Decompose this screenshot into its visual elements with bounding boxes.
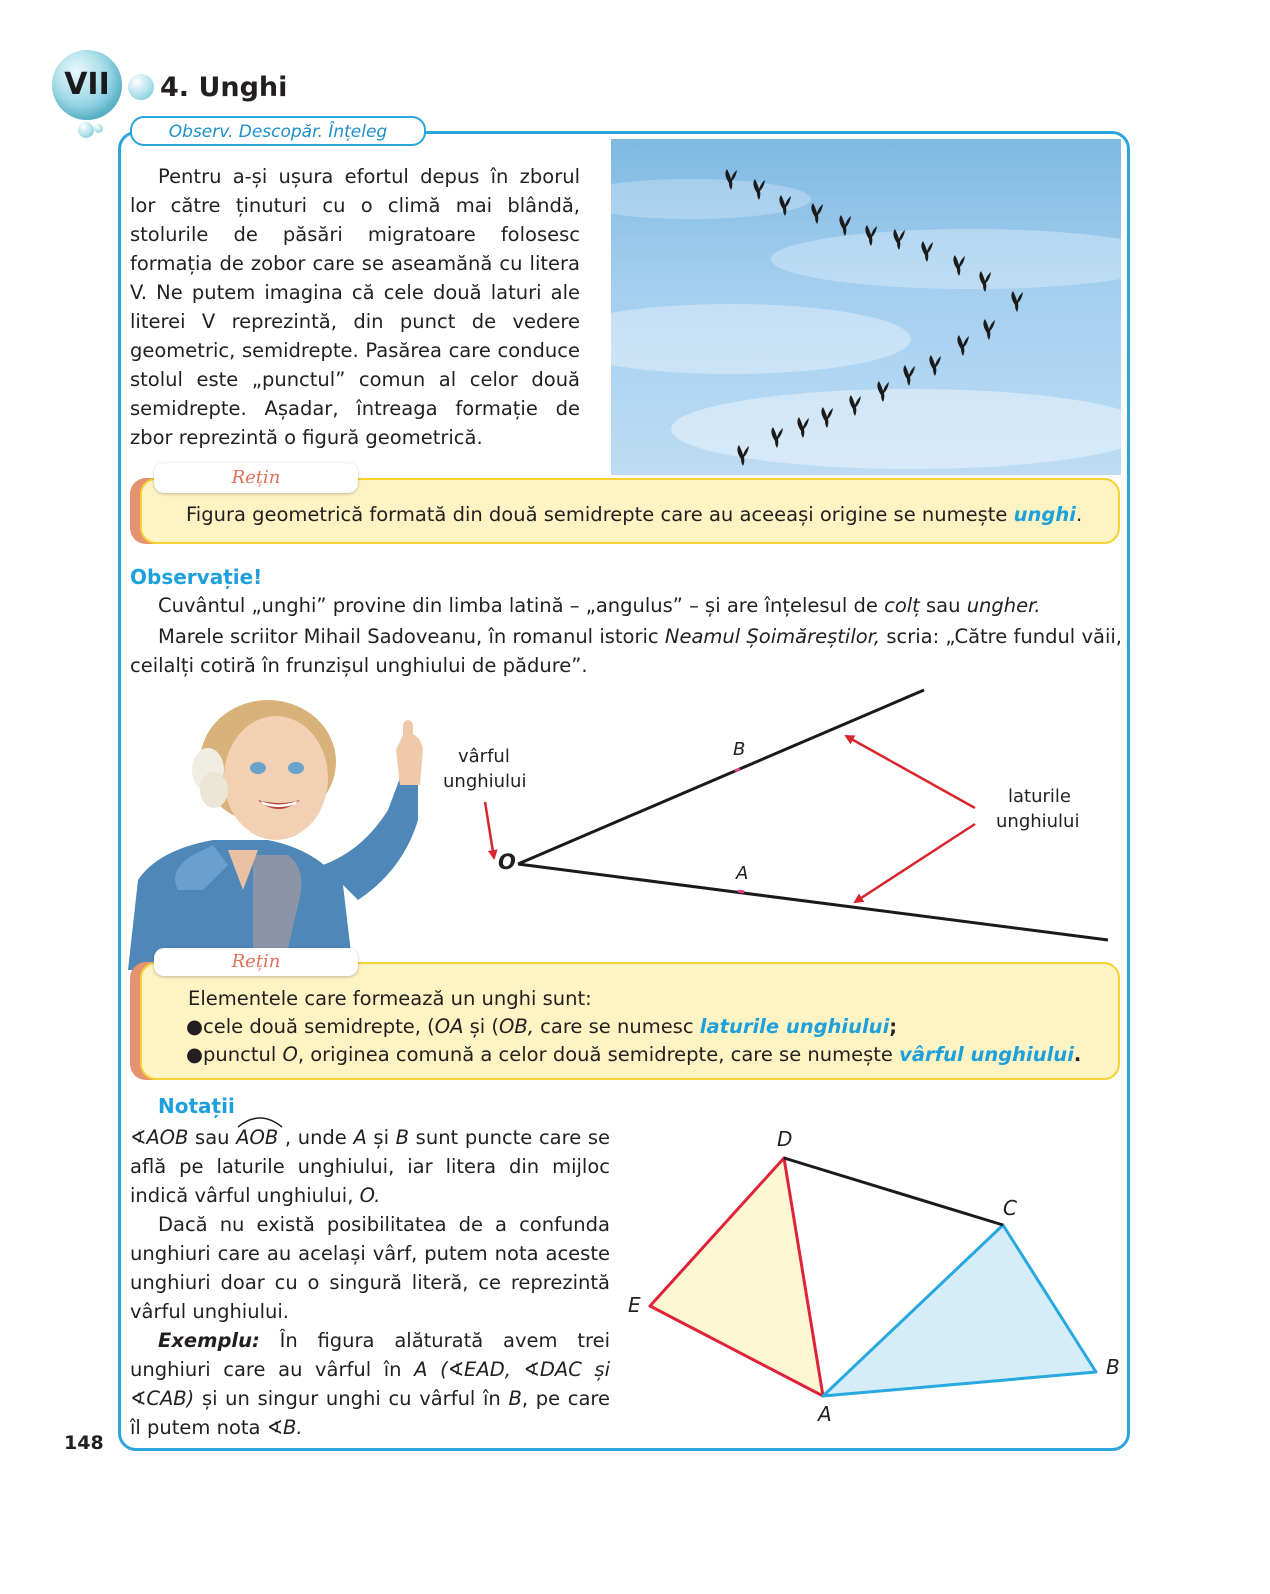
obs-line2-b: Neamul Șoimăreștilor, [664, 625, 881, 648]
chapter-number: VII [64, 67, 110, 102]
b1-term: laturile unghiului [699, 1015, 890, 1038]
intro-paragraph: Pentru a-și ușura efortul depus în zborul lor către ținuturi cu o climă mai blândă, stolurile de păsări migratoare folosesc formația de zobor care se aseamănă cu litera V. Ne putem imagina că cele două laturi ale literei V reprezintă, din punct de vedere geometric, semidrepte. Pasărea care conduce stolul este „punctul” comun al celor două semidrepte. Așadar, întreaga formație de zbor reprezintă o figură geometrică. [130, 165, 580, 449]
side-arrow-top [846, 736, 975, 808]
triangle-acb [823, 1225, 1096, 1396]
ray-ob [518, 690, 924, 864]
p1-b: B [395, 1126, 410, 1149]
polygon-diagram [620, 1120, 1120, 1420]
retin1-term: unghi [1013, 503, 1076, 526]
notatii-p2: Dacă nu există posibilitatea de a confunda unghiuri care au același vârf, putem nota aceste unghiuri doar cu o singură literă, ce reprezintă vârful unghiului. [130, 1213, 610, 1323]
notatii-heading: Notații [158, 1094, 235, 1118]
b1-d: OB, [499, 1015, 534, 1038]
retin2-bullet-1 [186, 1015, 897, 1038]
lesson-title: 4. Unghi [160, 72, 288, 103]
sky-clouds-birds [611, 139, 1121, 475]
hat-arc-icon [236, 1115, 284, 1129]
label-point-o: O [498, 850, 516, 874]
p3-a-point: A [414, 1358, 428, 1381]
p1-o: O. [359, 1184, 381, 1207]
b1-b: OA [434, 1015, 464, 1038]
notatii-p1 [130, 1123, 610, 1210]
bird-silhouette [903, 365, 915, 386]
notation-hat [236, 1123, 278, 1152]
bullet-dot: ● [186, 1043, 204, 1066]
bird-silhouette [839, 215, 851, 236]
p1-si: și [366, 1126, 396, 1149]
bird-silhouette [929, 355, 941, 376]
retin1-tab: Rețin [154, 463, 358, 493]
retin1-definition: Figura geometrică formată din două semidrepte care au aceeași origine se numește [186, 503, 1014, 526]
label-a: A [818, 1402, 832, 1426]
label-point-a: A [736, 863, 749, 884]
girl-illustration [118, 690, 458, 970]
p1-a: A [353, 1126, 367, 1149]
ray-oa [518, 864, 1108, 940]
b1-c: și ( [463, 1015, 500, 1038]
section-tab: Observ. Descopăr. Înțeleg [130, 116, 426, 146]
obs-line1-b: colț [884, 594, 920, 617]
b2-end: . [1073, 1043, 1082, 1066]
obs-line1-a: Cuvântul „unghi” provine din limba latină – „angulus” – și are înțelesul de [158, 594, 885, 617]
bird-silhouette [811, 203, 823, 224]
p1-rest-a: , unde [278, 1126, 354, 1149]
obs-line1-c: sau [919, 594, 967, 617]
bubble-decoration-small [78, 122, 94, 138]
p3-a: În figura alăturată avem trei unghiuri care au vârful în [130, 1329, 610, 1381]
bird-silhouette [957, 335, 969, 356]
p3-b-point: B [508, 1387, 522, 1410]
chapter-bubble [52, 50, 122, 120]
bullet-dot: ● [186, 1015, 204, 1038]
obs-line2-a: Marele scriitor Mihail Sadoveanu, în romanul istoric [158, 625, 665, 648]
obs-line1-d: ungher. [966, 594, 1041, 617]
p1-rest-b: sunt puncte care se află pe laturile unghiului, iar litera din mijloc indică vârful unghiului, [130, 1126, 610, 1207]
obs-line2-c: scria: „Către fundul văii, ceilalți cotiră în frunzișul unghiului de pădure”. [130, 625, 1122, 677]
label-d: D [777, 1127, 793, 1151]
retin2-bullet-2 [186, 1043, 1081, 1066]
p3-sym: ∢B. [266, 1416, 303, 1439]
notation-hat-text: AOB [236, 1126, 279, 1149]
bird-silhouette [983, 319, 995, 340]
migrating-birds-photo [611, 139, 1121, 475]
retin1-period: . [1075, 503, 1083, 526]
b1-a: cele două semidrepte, ( [203, 1015, 435, 1038]
notatii-p3 [130, 1326, 610, 1442]
segment-dc [784, 1158, 1003, 1225]
notation-sau: sau [188, 1126, 237, 1149]
observatie-line2 [130, 622, 1122, 680]
label-e: E [628, 1293, 641, 1317]
b1-end: ; [889, 1015, 898, 1038]
observatie-line1 [158, 594, 1041, 617]
sides-label-1: laturile [1008, 786, 1071, 807]
retin1-text [186, 503, 1082, 526]
point-b-mark [735, 769, 740, 771]
b2-term: vârful unghiului [899, 1043, 1074, 1066]
p3-c: , pe care îl putem nota [130, 1387, 610, 1439]
point-a-mark [738, 891, 744, 892]
notation-angle-symbol: ∢AOB [130, 1126, 189, 1149]
label-c: C [1003, 1196, 1017, 1220]
p3-list: (∢EAD, ∢DAC și ∢CAB) [130, 1358, 610, 1410]
b2-a: punctul [203, 1043, 283, 1066]
b2-b: O [282, 1043, 298, 1066]
bubble-decoration [128, 74, 154, 100]
observatie-heading: Observație! [130, 565, 263, 589]
vertex-label-2: unghiului [443, 771, 527, 792]
b2-c: , originea comună a celor două semidrepte, care se numește [297, 1043, 900, 1066]
p3-b: și un singur unghi cu vârful în [194, 1387, 509, 1410]
label-b: B [1106, 1355, 1120, 1379]
retin2-intro: Elementele care formează un unghi sunt: [188, 987, 592, 1010]
p3-label: Exemplu: [158, 1329, 260, 1352]
bubble-decoration-tiny [94, 124, 103, 133]
retin2-tab: Rețin [154, 948, 358, 976]
b1-e: care se numesc [533, 1015, 700, 1038]
bird-silhouette [1011, 291, 1023, 312]
label-point-b: B [733, 739, 746, 760]
page-number: 148 [64, 1432, 104, 1454]
vertex-arrow [485, 802, 494, 858]
side-arrow-bottom [855, 824, 975, 902]
vertex-label-1: vârful [458, 746, 510, 767]
sides-label-2: unghiului [996, 811, 1080, 832]
triangle-ead [650, 1158, 823, 1396]
